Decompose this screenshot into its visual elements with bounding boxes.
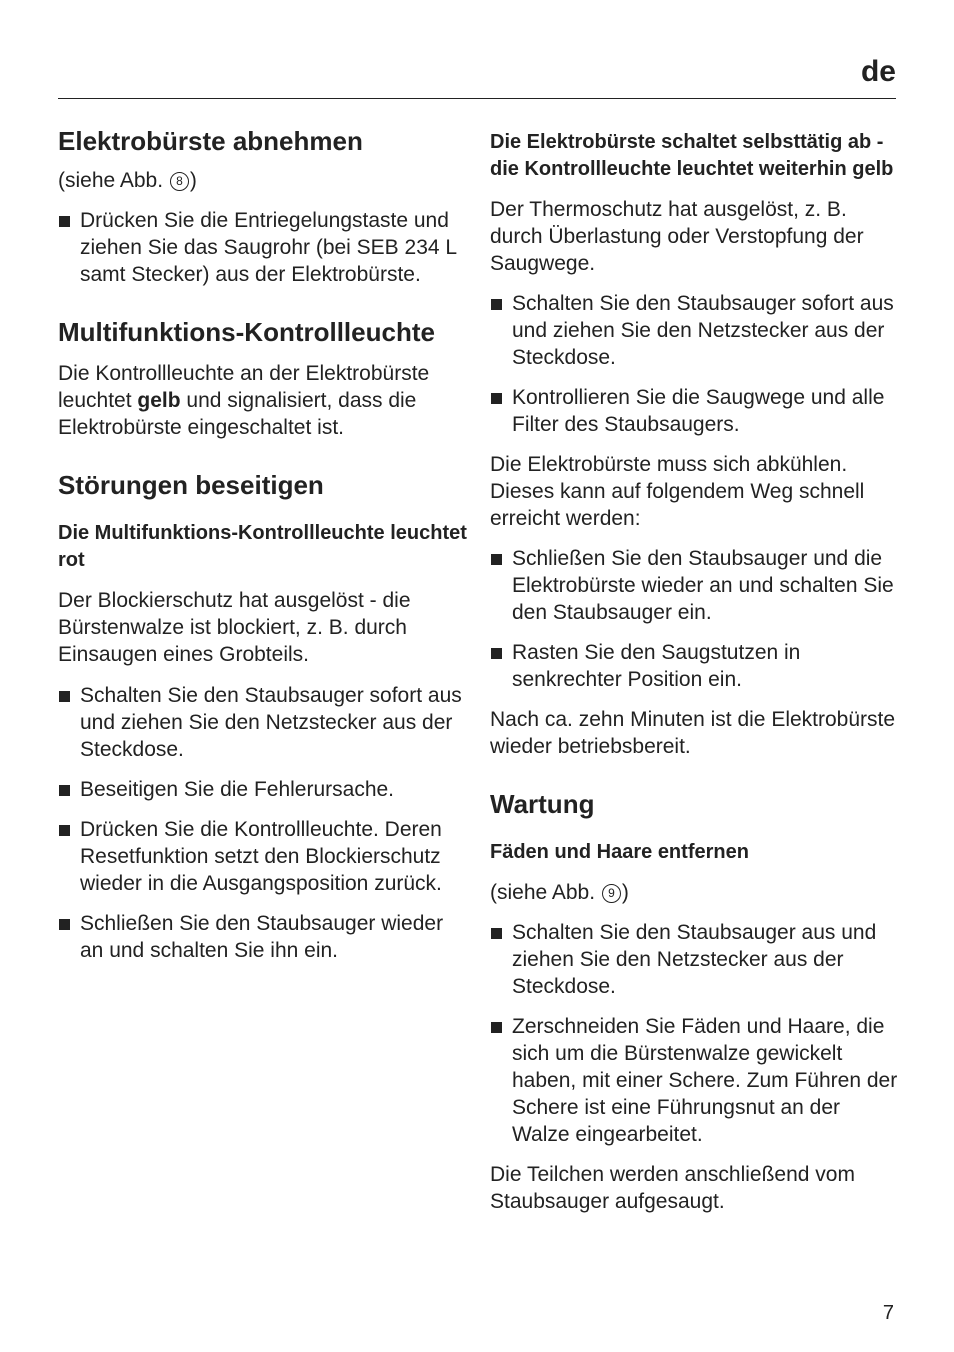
list-item xyxy=(490,290,900,371)
bullet-square-icon xyxy=(58,207,80,234)
figure-number-circle: 8 xyxy=(170,172,189,191)
section-title-wartung: Wartung xyxy=(490,789,595,819)
figure-reference xyxy=(490,879,900,906)
bullet-square-icon xyxy=(58,816,80,843)
figure-ref-suffix: ) xyxy=(189,169,197,192)
figure-ref-suffix: ) xyxy=(621,881,629,904)
list-item xyxy=(490,545,900,626)
left-column xyxy=(58,120,468,964)
bullet-square-icon xyxy=(490,290,512,317)
paragraph-text: und signalisiert, dass die Elektrobürste eingeschaltet ist. xyxy=(58,389,417,439)
list-item xyxy=(58,776,468,803)
list-item-text: Schalten Sie den Staubsauger sofort aus und ziehen Sie den Netzstecker aus der Steckdose. xyxy=(512,292,894,369)
right-column xyxy=(490,120,900,1215)
list-item xyxy=(490,384,900,438)
figure-number-circle: 9 xyxy=(602,884,621,903)
paragraph: Die Teilchen werden anschließend vom Staubsauger aufgesaugt. xyxy=(490,1163,855,1213)
list-item-text: Zerschneiden Sie Fäden und Haare, die sich um die Bürstenwalze gewickelt haben, mit einer Schere. Zum Führen der Schere ist eine Führungsnut an der Walze eingearbeitet. xyxy=(512,1015,898,1146)
paragraph: Nach ca. zehn Minuten ist die Elektrobürste wieder betriebsbereit. xyxy=(490,708,896,758)
figure-reference xyxy=(58,167,468,194)
list-item xyxy=(490,919,900,1000)
paragraph-text: Die Kontrollleuchte an der Elektrobürste leuchtet xyxy=(58,362,430,412)
list-item xyxy=(58,207,468,288)
bullet-square-icon xyxy=(490,1013,512,1040)
page-number: 7 xyxy=(882,1302,894,1324)
subsection-title: Die Elektrobürste schaltet selbsttätig ab - die Kontrollleuchte leuchtet weiterhin gelb xyxy=(490,131,894,180)
header-rule xyxy=(58,98,896,99)
paragraph: Die Elektrobürste muss sich abkühlen. Dieses kann auf folgendem Weg schnell erreicht werden: xyxy=(490,453,865,530)
list-item-text: Schalten Sie den Staubsauger sofort aus und ziehen Sie den Netzstecker aus der Steckdose. xyxy=(80,684,462,761)
list-item xyxy=(490,639,900,693)
section-title-multifunktions-kontrollleuchte: Multifunktions-Kontrollleuchte xyxy=(58,317,435,347)
language-label: de xyxy=(860,55,896,88)
paragraph xyxy=(58,360,468,441)
section-title-elektrobuerste-abnehmen: Elektrobürste abnehmen xyxy=(58,126,363,156)
bullet-square-icon xyxy=(490,384,512,411)
bullet-square-icon xyxy=(490,919,512,946)
list-item xyxy=(58,682,468,763)
bullet-square-icon xyxy=(58,776,80,803)
bullet-square-icon xyxy=(58,910,80,937)
list-item xyxy=(490,1013,900,1148)
section-title-stoerungen-beseitigen: Störungen beseitigen xyxy=(58,470,324,500)
figure-ref-prefix: (siehe Abb. xyxy=(58,169,169,192)
figure-ref-prefix: (siehe Abb. xyxy=(490,881,601,904)
paragraph-bold-word: gelb xyxy=(137,389,181,412)
list-item xyxy=(58,816,468,897)
list-item-text: Schließen Sie den Staubsauger und die Elektrobürste wieder an und schalten Sie den Staubsauger ein. xyxy=(512,547,894,624)
list-item-text: Schalten Sie den Staubsauger aus und ziehen Sie den Netzstecker aus der Steckdose. xyxy=(512,921,877,998)
bullet-square-icon xyxy=(490,545,512,572)
list-item xyxy=(58,910,468,964)
list-item-text: Kontrollieren Sie die Saugwege und alle Filter des Staubsaugers. xyxy=(512,386,885,436)
subsection-title: Die Multifunktions-Kontrollleuchte leuchtet rot xyxy=(58,522,467,571)
paragraph: Der Thermoschutz hat ausgelöst, z. B. durch Überlastung oder Verstopfung der Saugwege. xyxy=(490,198,864,275)
list-item-text: Schließen Sie den Staubsauger wieder an und schalten Sie ihn ein. xyxy=(80,912,444,962)
list-item-text: Beseitigen Sie die Fehlerursache. xyxy=(80,778,395,801)
bullet-square-icon xyxy=(490,639,512,666)
paragraph: Der Blockierschutz hat ausgelöst - die Bürstenwalze ist blockiert, z. B. durch Einsaugen eines Grobteils. xyxy=(58,589,411,666)
bullet-square-icon xyxy=(58,682,80,709)
list-item-text: Drücken Sie die Kontrollleuchte. Deren Resetfunktion setzt den Blockierschutz wieder in die Ausgangsposition zurück. xyxy=(80,818,442,895)
list-item-text: Drücken Sie die Entriegelungstaste und ziehen Sie das Saugrohr (bei SEB 234 L samt Stecker) aus der Elektrobürste. xyxy=(80,209,457,286)
list-item-text: Rasten Sie den Saugstutzen in senkrechter Position ein. xyxy=(512,641,801,691)
subsection-title: Fäden und Haare entfernen xyxy=(490,841,749,863)
